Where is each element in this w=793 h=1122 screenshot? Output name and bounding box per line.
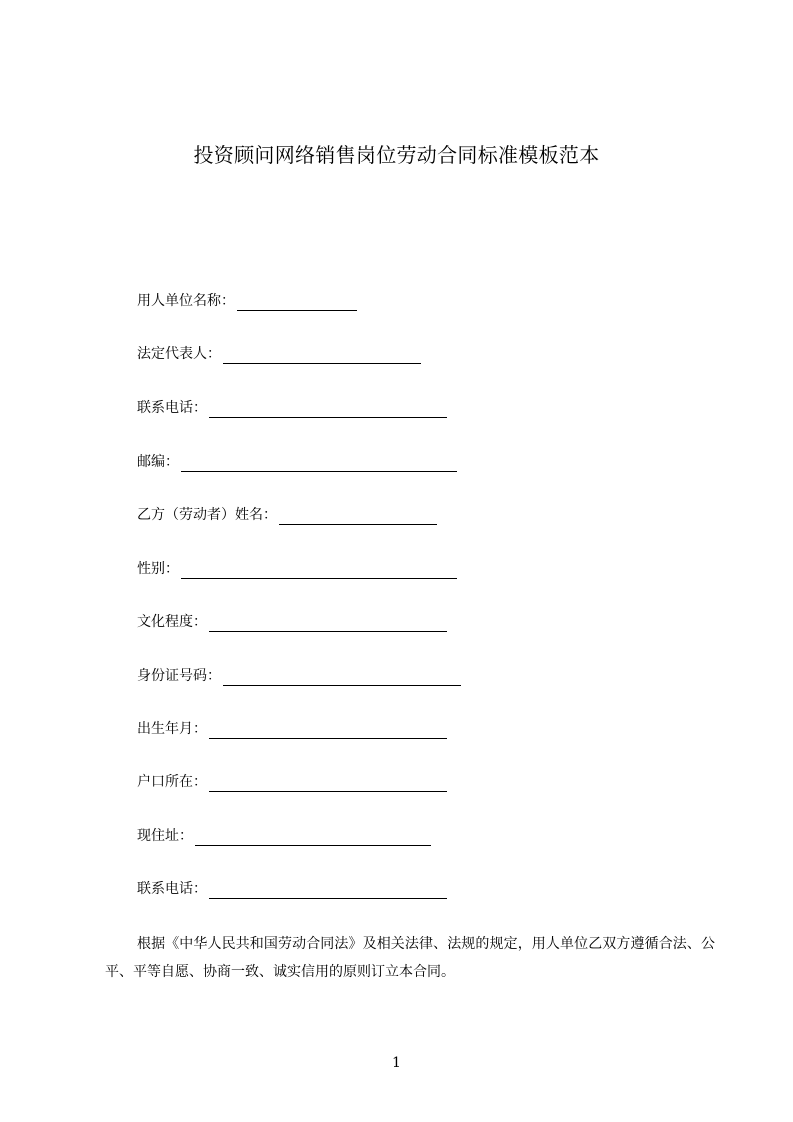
fill-blank[interactable] xyxy=(223,347,421,364)
fill-blank[interactable] xyxy=(209,882,447,899)
fill-blank[interactable] xyxy=(181,562,457,579)
field-label: 现住址： xyxy=(137,828,193,844)
field-label: 性别： xyxy=(137,561,179,577)
field-label: 身份证号码： xyxy=(137,668,221,684)
field-label: 联系电话： xyxy=(137,881,207,897)
field-birth-date xyxy=(137,719,447,739)
field-phone xyxy=(137,398,447,418)
field-postcode xyxy=(137,452,457,472)
fill-blank[interactable] xyxy=(279,508,437,525)
contract-preamble: 根据《中华人民共和国劳动合同法》及相关法律、法规的规定，用人单位乙双方遵循合法、公平、平等自愿、协商一致、诚实信用的原则订立本合同。 xyxy=(105,936,715,980)
field-worker-name xyxy=(137,505,437,525)
field-legal-representative xyxy=(137,344,421,364)
fill-blank[interactable] xyxy=(209,401,447,418)
field-label: 联系电话： xyxy=(137,400,207,416)
field-label: 邮编： xyxy=(137,454,179,470)
fill-blank[interactable] xyxy=(209,722,447,739)
document-title: 投资顾问网络销售岗位劳动合同标准模板范本 xyxy=(193,143,600,167)
field-label: 法定代表人： xyxy=(137,346,221,362)
fill-blank[interactable] xyxy=(209,775,447,792)
field-label: 用人单位名称： xyxy=(137,293,235,309)
field-worker-phone xyxy=(137,879,447,899)
page-number: 1 xyxy=(392,1055,401,1071)
fill-blank[interactable] xyxy=(195,829,431,846)
field-current-address xyxy=(137,826,431,846)
field-label: 乙方（劳动者）姓名： xyxy=(137,507,277,523)
fill-blank[interactable] xyxy=(209,615,447,632)
field-id-number xyxy=(137,666,461,686)
field-household-registration xyxy=(137,772,447,792)
field-gender xyxy=(137,559,457,579)
fill-blank[interactable] xyxy=(181,455,457,472)
field-label: 户口所在： xyxy=(137,774,207,790)
fill-blank[interactable] xyxy=(223,669,461,686)
fill-blank[interactable] xyxy=(237,294,357,311)
field-employer-name xyxy=(137,291,357,311)
field-education xyxy=(137,612,447,632)
field-label: 文化程度： xyxy=(137,614,207,630)
field-label: 出生年月： xyxy=(137,721,207,737)
